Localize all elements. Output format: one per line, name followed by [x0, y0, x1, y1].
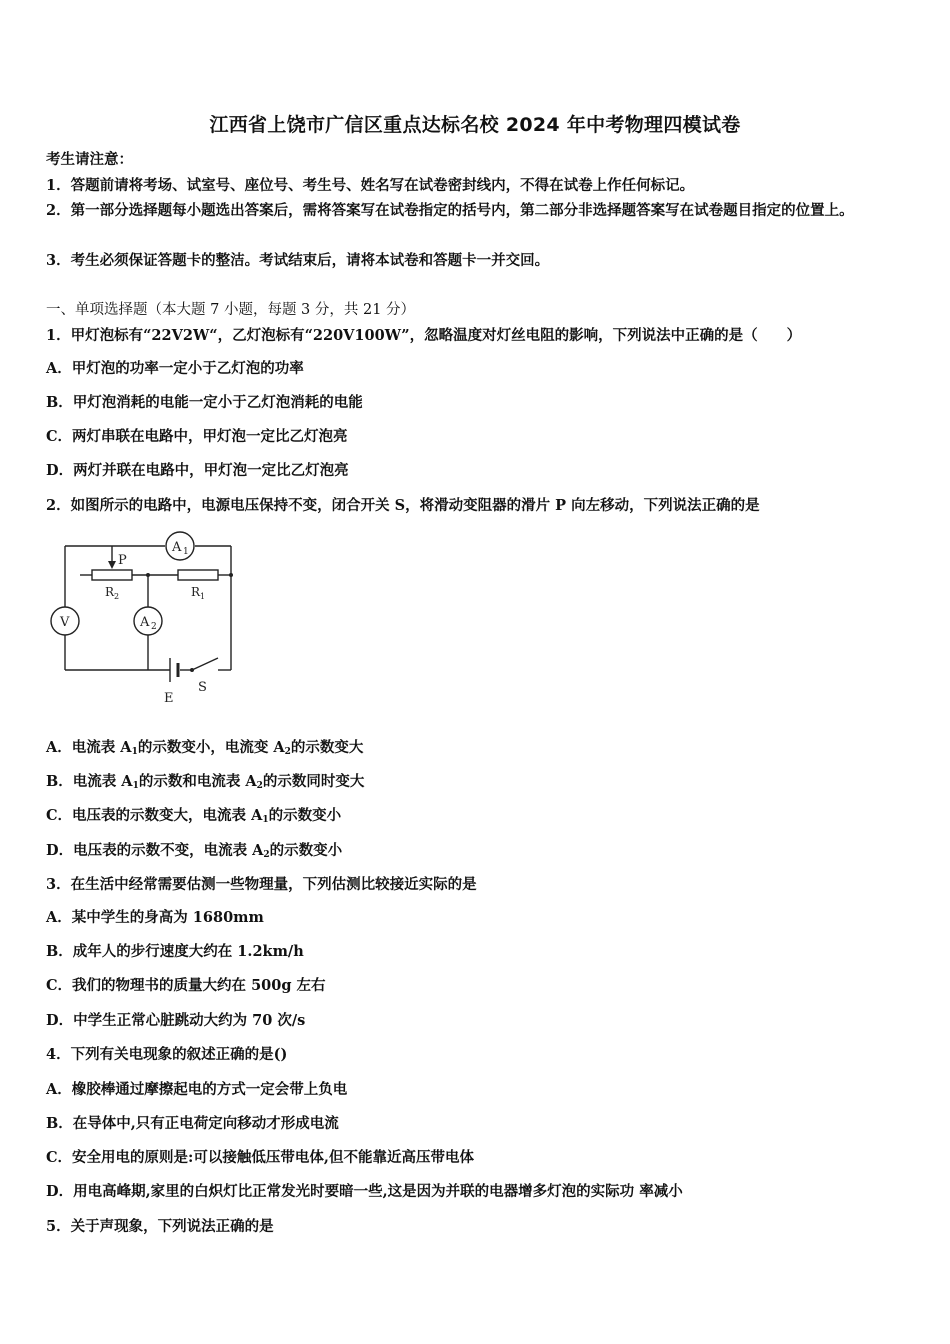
q1-option-c: C．两灯串联在电路中，甲灯泡一定比乙灯泡亮 [46, 428, 348, 445]
circuit-diagram [40, 528, 240, 708]
q2-option-c: C．电压表的示数变大，电流表 $A_1$的示数变小 [46, 807, 342, 825]
page-title: 江西省上饶市广信区重点达标名校 2024 年中考物理四模试卷 [209, 114, 741, 136]
ammeter-a2-label: A [140, 615, 150, 630]
notice-item-3: 3．考生必须保证答题卡的整洁。考试结束后，请将本试卷和答题卡一并交回。 [46, 252, 550, 269]
q5-stem: 5．关于声现象，下列说法正确的是 [46, 1218, 274, 1235]
slider-label: P [118, 553, 127, 568]
voltmeter-label: V [60, 615, 70, 630]
q4-option-a: A．橡胶棒通过摩擦起电的方式一定会带上负电 [46, 1081, 348, 1098]
q4-option-c: C．安全用电的原则是:可以接触低压带电体,但不能靠近高压带电体 [46, 1149, 474, 1166]
q3-option-d: D．中学生正常心脏跳动大约为 70 次/s [46, 1012, 306, 1029]
notice-item-1: 1．答题前请将考场、试室号、座位号、考生号、姓名写在试卷密封线内，不得在试卷上作任何标记。 [46, 177, 695, 194]
slider-arrow-icon [108, 561, 116, 569]
ammeter-a1-label: A [172, 540, 182, 555]
battery-label: E [164, 691, 174, 706]
r1-sub: 1 [200, 592, 206, 601]
q2-stem: 2．如图所示的电路中，电源电压保持不变，闭合开关 S，将滑动变阻器的滑片 P 向左移动，下列说法正确的是 [46, 497, 760, 514]
q3-option-b: B．成年人的步行速度大约在 1.2km/h [46, 943, 304, 960]
notice-item-2: 2．第一部分选择题每小题选出答案后，需将答案写在试卷指定的括号内，第二部分非选择题答案写在试卷题目指定的位置上。 [46, 202, 854, 219]
q2-option-b: B．电流表 $A_1$的示数和电流表 $A_2$的示数同时变大 [46, 773, 365, 791]
q1-option-d: D．两灯并联在电路中，甲灯泡一定比乙灯泡亮 [46, 462, 349, 479]
q2-option-d: D．电压表的示数不变，电流表 $A_2$的示数变小 [46, 842, 343, 860]
ammeter-a2-sub: 2 [151, 622, 157, 632]
q4-stem: 4．下列有关电现象的叙述正确的是() [46, 1046, 288, 1063]
switch-label: S [198, 680, 207, 695]
r2-sub: 2 [114, 592, 120, 601]
q4-option-d: D．用电高峰期,家里的白炽灯比正常发光时要暗一些,这是因为并联的电器增多灯泡的实际功 率减小 [46, 1183, 683, 1200]
notice-heading: 考生请注意： [46, 151, 133, 168]
q1-option-b: B．甲灯泡消耗的电能一定小于乙灯泡消耗的电能 [46, 394, 363, 411]
q3-option-c: C．我们的物理书的质量大约在 500g 左右 [46, 977, 326, 994]
q1-option-a: A．甲灯泡的功率一定小于乙灯泡的功率 [46, 360, 304, 377]
q3-stem: 3．在生活中经常需要估测一些物理量，下列估测比较接近实际的是 [46, 876, 477, 893]
r2-label: R [105, 585, 115, 599]
q4-option-b: B．在导体中,只有正电荷定向移动才形成电流 [46, 1115, 339, 1132]
q2-option-a: A．电流表 $A_1$的示数变小，电流变 $A_2$的示数变大 [46, 739, 364, 757]
q3-option-a: A．某中学生的身高为 1680mm [46, 909, 264, 926]
section-heading: 一、单项选择题（本大题 7 小题，每题 3 分，共 21 分） [46, 302, 416, 318]
q1-stem: 1．甲灯泡标有“22V2W“，乙灯泡标有“220V100W”，忽略温度对灯丝电阻的影响，下列说法中正确的是（ ） [46, 327, 802, 344]
r1-label: R [191, 585, 201, 599]
ammeter-a1-sub: 1 [183, 547, 189, 557]
